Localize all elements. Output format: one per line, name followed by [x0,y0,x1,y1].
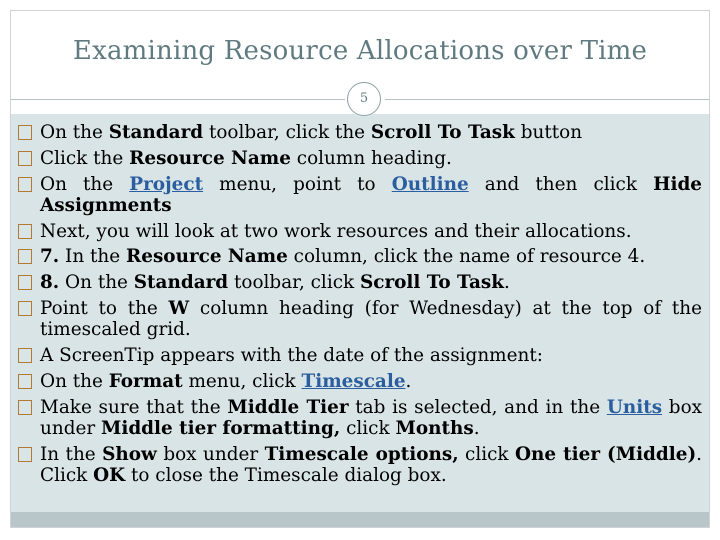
bold-term: Show [102,443,157,465]
checkbox-bullet-icon [18,301,32,316]
text-segment: Make sure that the [40,396,228,418]
bold-term: Middle tier formatting, [100,417,341,439]
checkbox-bullet-icon [18,249,32,264]
text-segment: On the [59,272,134,294]
checkbox-bullet-icon [18,400,32,415]
bold-term: Standard [108,122,204,143]
bullet-item [18,246,702,267]
text-segment: to close the Timescale dialog box. [125,464,447,486]
menu-link[interactable]: Timescale [301,370,406,392]
text-segment: . Click [40,443,703,486]
bullet-text [40,298,702,340]
bullet-item [18,272,702,293]
bullet-text [40,397,702,439]
bullet-list [18,122,702,491]
text-segment: column heading. [290,147,452,169]
bold-term: Hide Assignments [40,173,703,216]
bold-term: One tier (Middle) [515,443,697,465]
text-segment: Click the [40,147,130,169]
bold-term: Format [108,370,183,392]
bullet-text [40,246,645,267]
text-segment: box under [156,443,265,465]
checkbox-bullet-icon [18,177,32,192]
text-segment: On the [40,370,109,392]
menu-link[interactable]: Outline [391,173,469,195]
bold-term: Months [395,417,474,439]
bullet-item [18,345,702,366]
menu-link[interactable]: Project [129,173,204,195]
checkbox-bullet-icon [18,374,32,389]
bullet-text [40,371,411,392]
text-segment: In the [59,246,126,268]
checkbox-bullet-icon [18,125,32,140]
text-segment: button [514,122,583,143]
text-segment: and then click [468,173,654,195]
checkbox-bullet-icon [18,224,32,239]
bullet-text [40,444,702,486]
bullet-text [40,345,543,366]
bold-term: Resource Name [125,246,288,268]
bold-term: Timescale options, [264,443,459,465]
bullet-item [18,444,702,486]
text-segment: toolbar, click [228,272,360,294]
text-segment: Next, you will look at two work resources and their allocations. [40,220,632,242]
bold-term: Standard [133,272,229,294]
text-segment: . [504,272,510,294]
text-segment: box under [40,396,703,439]
bullet-item [18,397,702,439]
bold-term: W [168,297,190,319]
bullet-item [18,221,702,242]
checkbox-bullet-icon [18,275,32,290]
bullet-item [18,298,702,340]
bold-term: Resource Name [129,147,291,169]
bullet-text [40,148,452,169]
bullet-text [40,174,702,216]
bullet-item [18,371,702,392]
text-segment: . [405,370,412,392]
text-segment: click [340,417,396,439]
checkbox-bullet-icon [18,447,32,462]
text-segment: Point to the [40,297,169,319]
text-segment: . [473,417,480,439]
menu-link[interactable]: Units [606,396,663,418]
text-segment: click [458,443,516,465]
bullet-item [18,122,702,143]
bold-term: 8. [40,272,60,294]
title-rule-right [385,99,709,100]
bullet-text [40,221,632,242]
bold-term: Scroll To Task [370,122,515,143]
bold-term: Middle Tier [227,396,349,418]
bullet-item [18,174,702,216]
bold-term: Scroll To Task [360,272,504,294]
footer-band [11,512,709,527]
checkbox-bullet-icon [18,151,32,166]
text-segment: column heading (for Wednesday) at the top of the timescaled grid. [40,297,702,341]
text-segment: toolbar, click the [203,122,371,143]
bullet-text [40,122,582,143]
text-segment: menu, click [182,370,302,392]
title-rule-left [11,99,345,100]
bold-term: OK [93,464,126,486]
slide-number: 5 [347,82,381,116]
text-segment: In the [40,443,103,465]
checkbox-bullet-icon [18,348,32,363]
slide-title: Examining Resource Allocations over Time [72,36,648,66]
text-segment: On the [40,173,130,195]
bullet-text [40,272,510,293]
text-segment: A ScreenTip appears with the date of the assignment: [40,344,543,366]
bold-term: 7. [40,246,60,268]
text-segment: column, click the name of resource 4. [287,246,646,268]
text-segment: menu, point to [203,173,392,195]
bullet-item [18,148,702,169]
text-segment: tab is selected, and in the [348,396,607,418]
text-segment: On the [40,122,109,143]
